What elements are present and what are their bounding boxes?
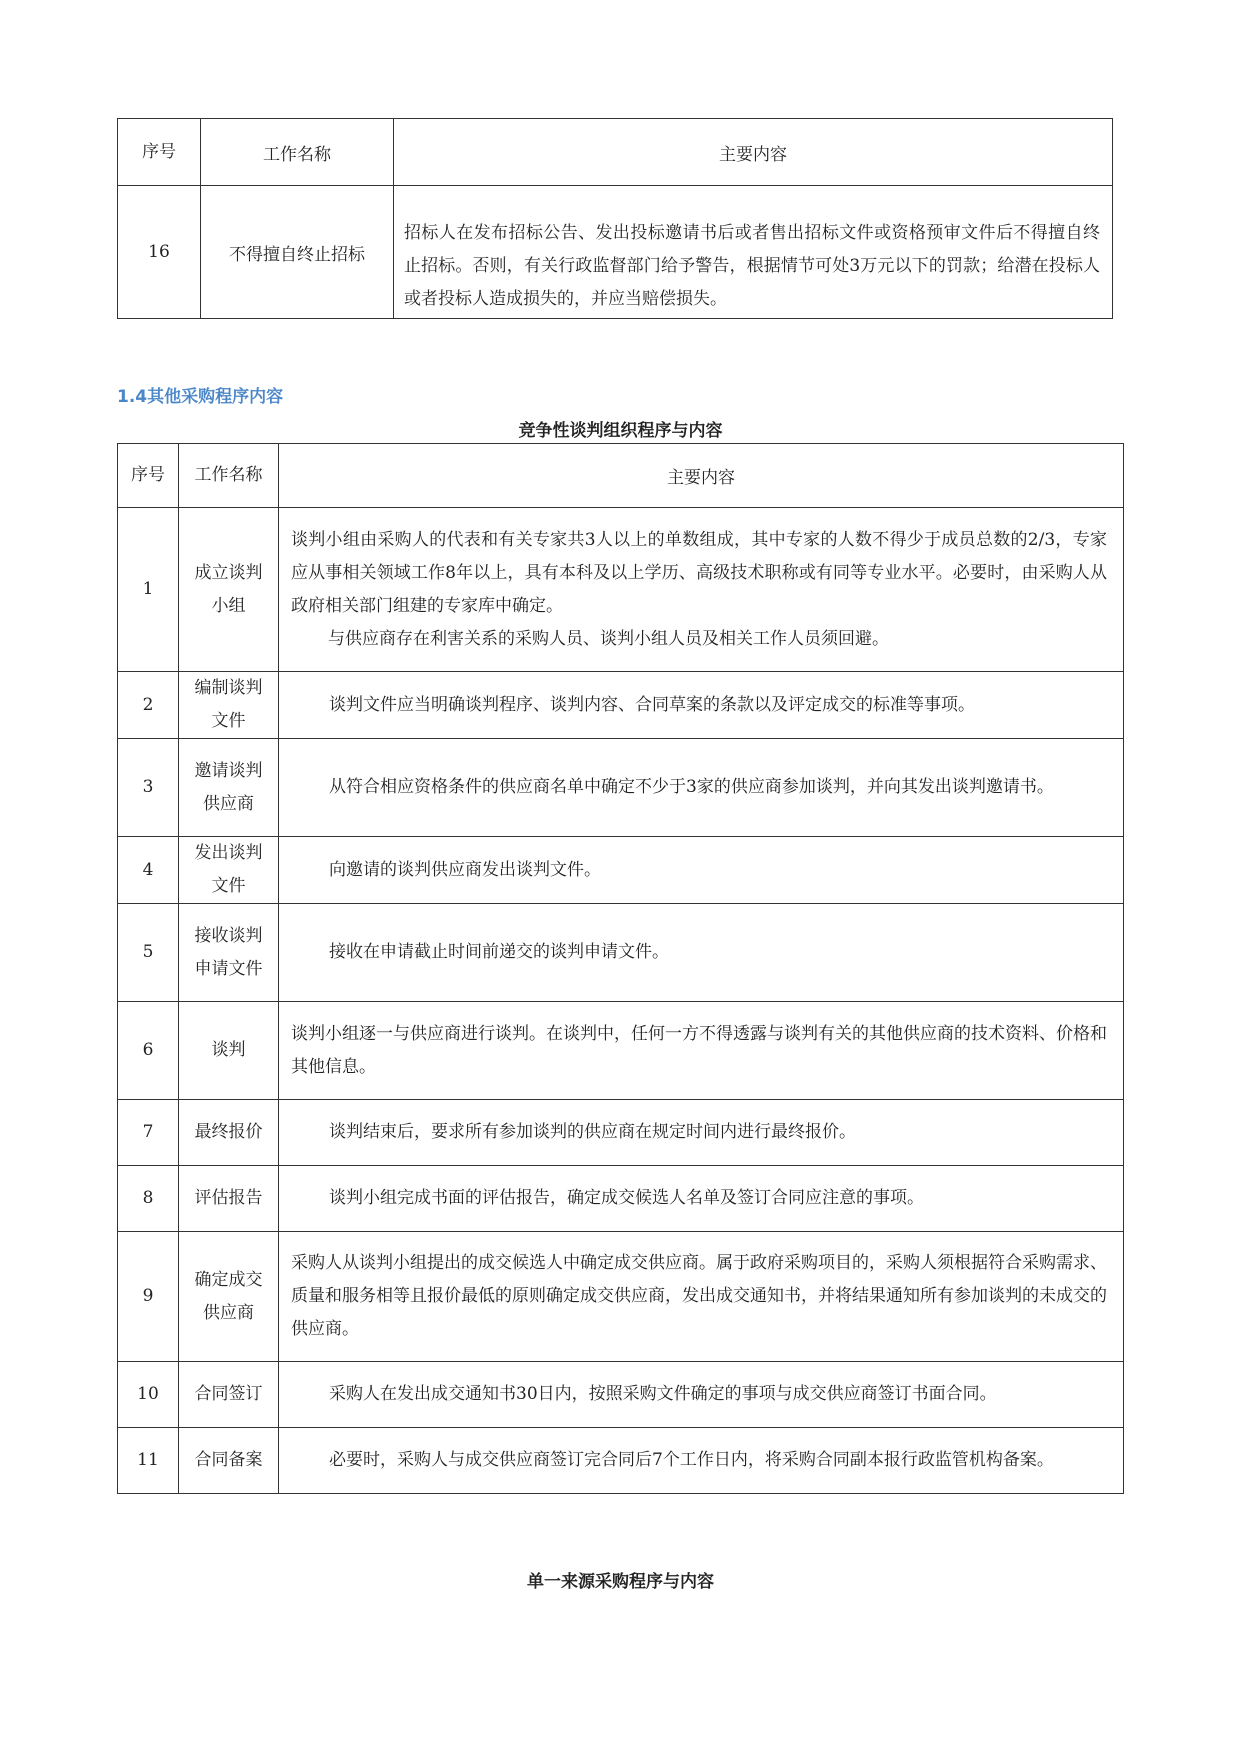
table-row [118, 508, 1124, 672]
row-content: 向邀请的谈判供应商发出谈判文件。 [279, 837, 1124, 904]
table-caption: 竞争性谈判组织程序与内容 [518, 421, 723, 441]
row-num: 5 [118, 904, 179, 1002]
header-name: 工作名称 [179, 444, 279, 508]
row-num: 4 [118, 837, 179, 904]
row-content: 从符合相应资格条件的供应商名单中确定不少于3家的供应商参加谈判，并向其发出谈判邀请书。 [279, 739, 1124, 837]
row-name: 合同签订 [179, 1362, 279, 1428]
header-num: 序号 [118, 444, 179, 508]
header-name: 工作名称 [201, 119, 394, 186]
table-row [118, 1100, 1124, 1166]
header-num: 序号 [118, 119, 201, 186]
table-row [118, 739, 1124, 837]
row-num: 1 [118, 508, 179, 672]
row-name: 邀请谈判供应商 [179, 739, 279, 837]
table-caption-next: 单一来源采购程序与内容 [527, 1572, 714, 1592]
row-name: 谈判 [179, 1002, 279, 1100]
row-name: 确定成交供应商 [179, 1232, 279, 1362]
row-content-para: 谈判小组由采购人的代表和有关专家共3人以上的单数组成，其中专家的人数不得少于成员总数的2/3，专家应从事相关领域工作8年以上，具有本科及以上学历、高级技术职称或有同等专业水平。必要时，由采购人从政府相关部门组建的专家库中确定。 [291, 529, 1107, 616]
header-content: 主要内容 [279, 444, 1124, 508]
table-row [118, 904, 1124, 1002]
negotiation-procedure-table [117, 443, 1124, 1494]
row-content: 采购人在发出成交通知书30日内，按照采购文件确定的事项与成交供应商签订书面合同。 [279, 1362, 1124, 1428]
row-content: 谈判小组完成书面的评估报告，确定成交候选人名单及签订合同应注意的事项。 [279, 1166, 1124, 1232]
row-num: 2 [118, 672, 179, 739]
row-name: 最终报价 [179, 1100, 279, 1166]
row-content: 采购人从谈判小组提出的成交候选人中确定成交供应商。属于政府采购项目的，采购人须根据符合采购需求、质量和服务相等且报价最低的原则确定成交供应商，发出成交通知书，并将结果通知所有参加谈判的未成交的供应商。 [279, 1232, 1124, 1362]
table-header-row [118, 444, 1124, 508]
row-content: 必要时，采购人与成交供应商签订完合同后7个工作日内，将采购合同副本报行政监管机构备案。 [279, 1428, 1124, 1494]
row-content: 接收在申请截止时间前递交的谈判申请文件。 [279, 904, 1124, 1002]
row-name: 合同备案 [179, 1428, 279, 1494]
table-row [118, 1002, 1124, 1100]
table-row [118, 1428, 1124, 1494]
row-name: 编制谈判文件 [179, 672, 279, 739]
procedure-table-continued [117, 118, 1113, 319]
row-num: 10 [118, 1362, 179, 1428]
row-content: 谈判小组逐一与供应商进行谈判。在谈判中，任何一方不得透露与谈判有关的其他供应商的技术资料、价格和其他信息。 [279, 1002, 1124, 1100]
row-name: 接收谈判申请文件 [179, 904, 279, 1002]
header-content: 主要内容 [394, 119, 1113, 186]
row-content: 谈判结束后，要求所有参加谈判的供应商在规定时间内进行最终报价。 [279, 1100, 1124, 1166]
row-content: 招标人在发布招标公告、发出投标邀请书后或者售出招标文件或资格预审文件后不得擅自终止招标。否则，有关行政监督部门给予警告，根据情节可处3万元以下的罚款；给潜在投标人或者投标人造成损失的，并应当赔偿损失。 [394, 186, 1113, 319]
row-content-para: 与供应商存在利害关系的采购人员、谈判小组人员及相关工作人员须回避。 [328, 628, 889, 649]
row-num: 6 [118, 1002, 179, 1100]
table-row [118, 672, 1124, 739]
table-row [118, 1362, 1124, 1428]
row-name: 评估报告 [179, 1166, 279, 1232]
section-heading: 1.4其他采购程序内容 [117, 387, 284, 407]
row-content: 谈判文件应当明确谈判程序、谈判内容、合同草案的条款以及评定成交的标准等事项。 [279, 672, 1124, 739]
table-row [118, 1166, 1124, 1232]
row-name: 成立谈判小组 [179, 508, 279, 672]
table-header-row [118, 119, 1113, 186]
table-row [118, 1232, 1124, 1362]
row-num: 16 [118, 186, 201, 319]
row-num: 3 [118, 739, 179, 837]
table-row [118, 186, 1113, 319]
row-name: 不得擅自终止招标 [201, 186, 394, 319]
row-num: 9 [118, 1232, 179, 1362]
row-num: 7 [118, 1100, 179, 1166]
table-row [118, 837, 1124, 904]
row-num: 11 [118, 1428, 179, 1494]
row-content [279, 508, 1124, 672]
row-name: 发出谈判文件 [179, 837, 279, 904]
row-num: 8 [118, 1166, 179, 1232]
